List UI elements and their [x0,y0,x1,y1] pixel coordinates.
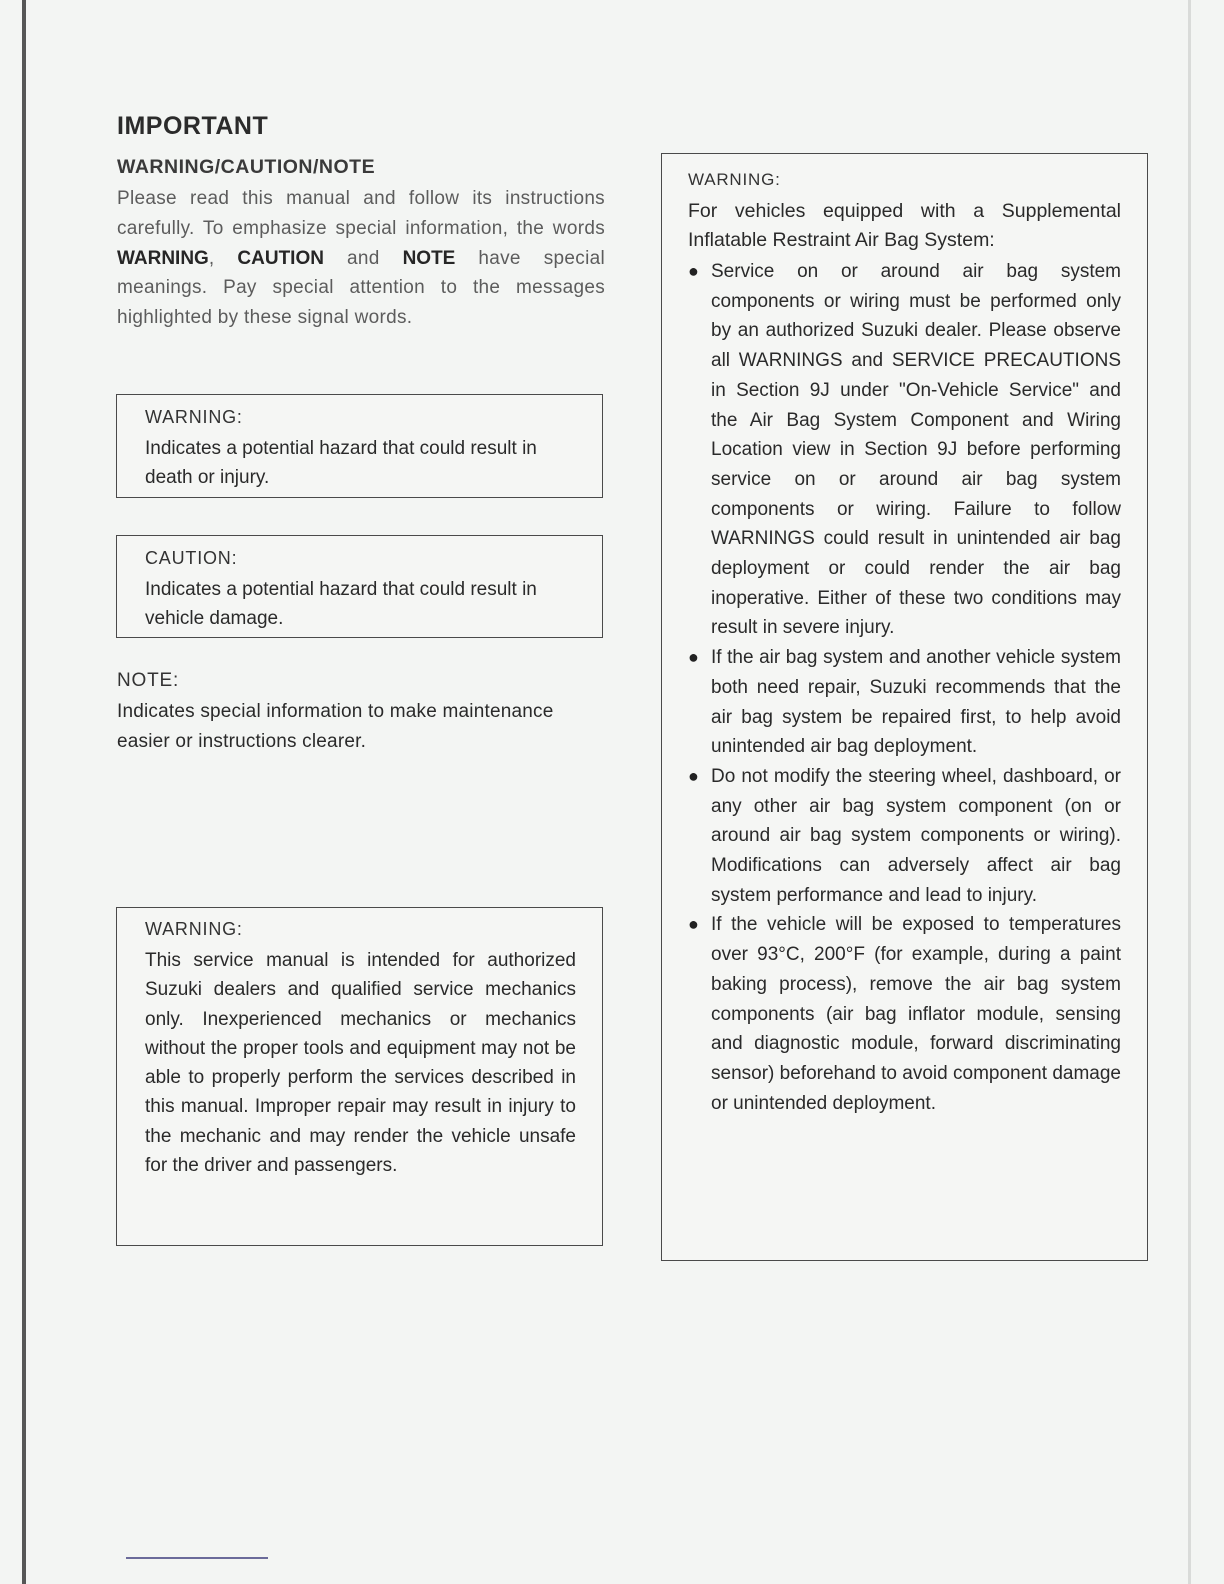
page-binding-edge [22,0,26,1584]
airbag-warning-box [661,153,1148,1261]
signal-word-caution: CAUTION [237,247,324,269]
list-item-text: If the vehicle will be exposed to temperatures over 93°C, 200°F (for example, during a paint baking process), remove the air bag system components (air bag inflator module, sensing and diagnostic module, forward discriminating sensor) beforehand to avoid component damage or unintended deployment. [711,914,1121,1114]
intro-text-part1: Please read this manual and follow its instructions carefully. To emphasize special information, the words [117,188,605,239]
list-item [688,643,1121,762]
list-item-text: If the air bag system and another vehicle system both need repair, Suzuki recommends that the air bag system be repaired first, to help avoid unintended air bag deployment. [711,647,1121,758]
list-item-text: Service on or around air bag system components or wiring must be performed only by an authorized Suzuki dealer. Please observe all WARNINGS and SERVICE PRECAUTIONS in Section 9J under "On-Vehicle Service" and the Air Bag System Component and Wiring Location view in Section 9J before performing service on or around air bag system components or wiring. Failure to follow WARNINGS could result in unintended air bag deployment or could render the air bag inoperative. Either of these two conditions may result in severe injury. [711,261,1121,639]
bullet-icon: ● [688,765,699,786]
footer-rule [126,1557,268,1559]
list-item-text: Do not modify the steering wheel, dashboard, or any other air bag system component (on or around air bag system components or wiring). Modifications can adversely affect air bag system performance and lead to injury. [711,765,1121,906]
warning-definition-text: Indicates a potential hazard that could result in death or injury. [145,438,537,488]
warning-definition-box [116,394,603,498]
caution-definition-text: Indicates a potential hazard that could result in vehicle damage. [145,579,537,629]
intro-paragraph: Please read this manual and follow its instructions carefully. To emphasize special information, the words WARNING, CAUTION and NOTE have special meanings. Pay special attention to the messages highlighted by these signal words. [117,188,605,329]
page-title: IMPORTANT [117,112,269,140]
list-item [688,910,1121,1118]
signal-word-note: NOTE [402,247,456,269]
airbag-warning-list [688,257,1121,1118]
note-label: NOTE: [117,670,180,691]
signal-word-warning: WARNING [117,247,209,269]
bullet-icon: ● [688,647,699,668]
manual-warning-text: This service manual is intended for authorized Suzuki dealers and qualified service mechanics only. Inexperienced mechanics or mechanics without the proper tools and equipment may not be able to properly perform the services described in this manual. Improper repair may result in injury to the mechanic and may render the vehicle unsafe for the driver and passengers. [145,950,576,1177]
airbag-warning-intro: For vehicles equipped with a Supplemental Inflatable Restraint Air Bag System: [688,200,1121,251]
caution-label: CAUTION: [145,548,238,568]
page-right-edge [1188,0,1191,1584]
intro-text-part2: have special meanings. Pay special attention to the messages highlighted by these signal words. [117,247,605,329]
caution-definition-box [116,535,603,638]
list-item [688,257,1121,643]
note-definition-text: Indicates special information to make maintenance easier or instructions clearer. [117,701,554,752]
warning-label: WARNING: [145,407,243,427]
airbag-warning-label: WARNING: [688,170,781,189]
manual-warning-box [116,907,603,1246]
manual-warning-label: WARNING: [145,919,243,939]
bullet-icon: ● [688,261,699,281]
section-subheading: WARNING/CAUTION/NOTE [117,156,376,178]
bullet-icon: ● [688,914,699,935]
list-item [688,762,1121,911]
